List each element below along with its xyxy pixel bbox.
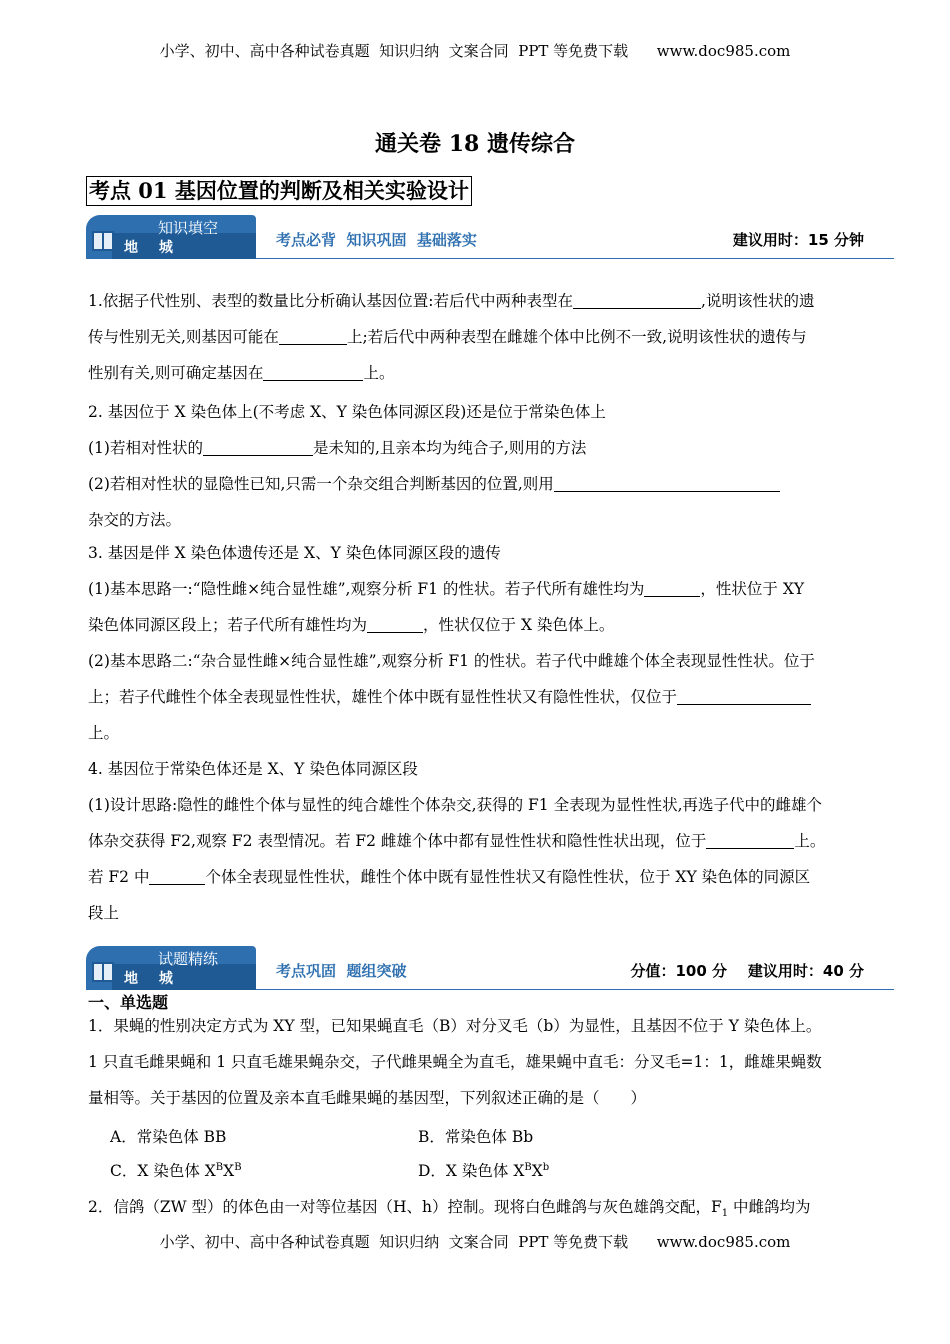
banner-rule — [256, 258, 894, 260]
fill-q3 — [88, 535, 864, 751]
text: 性别有关,则可确定基因在 — [88, 364, 264, 382]
page-footer: 小学、初中、高中各种试卷真题 知识归纳 文案合同 PPT 等免费下载 www.doc985.com — [159, 1233, 791, 1251]
text: ，性状位于 XY — [700, 580, 805, 598]
superscript: B — [524, 1161, 532, 1173]
section-banner-knowledge — [86, 215, 894, 259]
answer-blank[interactable] — [203, 436, 313, 456]
text: 4. 基因位于常染色体还是 X、Y 染色体同源区段 — [88, 760, 418, 778]
text: (1)基本思路一:“隐性雌×纯合显性雄”,观察分析 F1 的性状。若子代所有雄性均为 — [88, 580, 645, 598]
text: 杂交的方法。 — [88, 511, 182, 529]
question-text: 中雌鸽均为 — [728, 1198, 811, 1216]
banner-time: 建议用时：15 分钟 — [732, 231, 864, 249]
answer-blank[interactable] — [149, 865, 205, 885]
book-icon — [92, 231, 114, 251]
section-banner-practice — [86, 946, 894, 990]
text: 是未知的,且亲本均为纯合子,则用的方法 — [312, 439, 587, 457]
banner-score-time: 分值：100 分 建议用时：40 分 — [630, 962, 864, 980]
option-a[interactable]: A．常染色体 BB — [110, 1128, 227, 1146]
fill-q2 — [88, 394, 864, 538]
text: (1)若相对性状的 — [88, 439, 203, 457]
text: 体杂交获得 F2,观察 F2 表型情况。若 F2 雌雄个体中都有显性性状和隐性性状出现，位于 — [88, 832, 707, 850]
text: (2)若相对性状的显隐性已知,只需一个杂交组合判断基因的位置,则用 — [88, 475, 554, 493]
answer-blank[interactable] — [367, 613, 423, 633]
mc-question-1 — [88, 1008, 864, 1116]
text: 若 F2 中 — [88, 868, 150, 886]
fill-q1 — [88, 283, 864, 391]
answer-blank[interactable] — [279, 325, 347, 345]
text: 上。 — [363, 364, 395, 382]
question-text: 量相等。关于基因的位置及亲本直毛雌果蝇的基因型，下列叙述正确的是（ ） — [88, 1089, 647, 1107]
banner-tab-sub: 地 城 — [124, 971, 181, 987]
option-text: X — [223, 1162, 235, 1180]
text: (2)基本思路二:“杂合显性雌×纯合显性雄”,观察分析 F1 的性状。若子代中雌雄个体全表现显性性状。位于 — [88, 652, 815, 670]
option-d[interactable] — [418, 1159, 549, 1181]
kaodian-heading: 考点 01 基因位置的判断及相关实验设计 — [86, 176, 472, 206]
page-header: 小学、初中、高中各种试卷真题 知识归纳 文案合同 PPT 等免费下载 www.doc985.com — [159, 42, 791, 60]
superscript: B — [215, 1161, 224, 1173]
option-text: D．X 染色体 X — [418, 1162, 525, 1180]
superscript: B — [234, 1161, 242, 1173]
text: ，性状仅位于 X 染色体上。 — [423, 616, 615, 634]
option-text: C．X 染色体 X — [110, 1162, 216, 1180]
answer-blank[interactable] — [677, 685, 811, 705]
mc-question-2 — [88, 1189, 864, 1232]
answer-blank[interactable] — [573, 289, 701, 309]
text: 1.依据子代性别、表型的数量比分析确认基因位置:若后代中两种表型在 — [88, 292, 574, 310]
banner-tab-sub: 地 城 — [124, 240, 181, 256]
page-title: 通关卷 18 遗传综合 — [375, 131, 575, 157]
answer-blank[interactable] — [706, 829, 794, 849]
text: 上。 — [88, 724, 120, 742]
banner-rule — [256, 989, 894, 991]
text: (1)设计思路:隐性的雌性个体与显性的纯合雄性个体杂交,获得的 F1 全表现为显性性状,再选子代中的雌雄个 — [88, 796, 823, 814]
text: 2. 基因位于 X 染色体上(不考虑 X、Y 染色体同源区段)还是位于常染色体上 — [88, 403, 606, 421]
question-text: 1 只直毛雌果蝇和 1 只直毛雄果蝇杂交，子代雌果蝇全为直毛，雄果蝇中直毛：分叉毛=1：1，雌雄果蝇数 — [88, 1053, 822, 1071]
option-text: X — [531, 1162, 543, 1180]
option-c[interactable] — [110, 1159, 242, 1181]
answer-blank[interactable] — [644, 577, 700, 597]
superscript: b — [542, 1161, 550, 1173]
text: 传与性别无关,则基因可能在 — [88, 328, 279, 346]
option-b[interactable]: B．常染色体 Bb — [418, 1128, 534, 1146]
banner-slogan: 考点必背 知识巩固 基础落实 — [276, 231, 477, 249]
banner-slogan: 考点巩固 题组突破 — [276, 962, 407, 980]
text: ,说明该性状的遗 — [701, 292, 815, 310]
banner-tab-label: 知识填空 — [158, 219, 219, 237]
book-icon — [92, 962, 114, 982]
text: 上；若子代雌性个体全表现显性性状，雄性个体中既有显性性状又有隐性性状，仅位于 — [88, 688, 678, 706]
subscript: 1 — [721, 1208, 729, 1220]
text: 上;若后代中两种表型在雌雄个体中比例不一致,说明该性状的遗传与 — [346, 328, 807, 346]
fill-q4 — [88, 751, 864, 931]
text: 3. 基因是伴 X 染色体遗传还是 X、Y 染色体同源区段的遗传 — [88, 544, 501, 562]
question-text: 1．果蝇的性别决定方式为 XY 型，已知果蝇直毛（B）对分叉毛（b）为显性，且基因不位于 Y 染色体上。 — [88, 1017, 822, 1035]
section-heading-single-choice: 一、单选题 — [88, 993, 169, 1012]
text: 个体全表现显性性状，雌性个体中既有显性性状又有隐性性状，位于 XY 染色体的同源区 — [205, 868, 811, 886]
text: 上。 — [794, 832, 826, 850]
banner-tab-label: 试题精练 — [158, 950, 219, 968]
question-text: 2．信鸽（ZW 型）的体色由一对等位基因（H、h）控制。现将白色雌鸽与灰色雄鸽交配，F — [88, 1198, 722, 1216]
text: 段上 — [88, 904, 120, 922]
text: 染色体同源区段上；若子代所有雄性均为 — [88, 616, 368, 634]
answer-blank[interactable] — [554, 472, 780, 492]
answer-blank[interactable] — [263, 361, 363, 381]
